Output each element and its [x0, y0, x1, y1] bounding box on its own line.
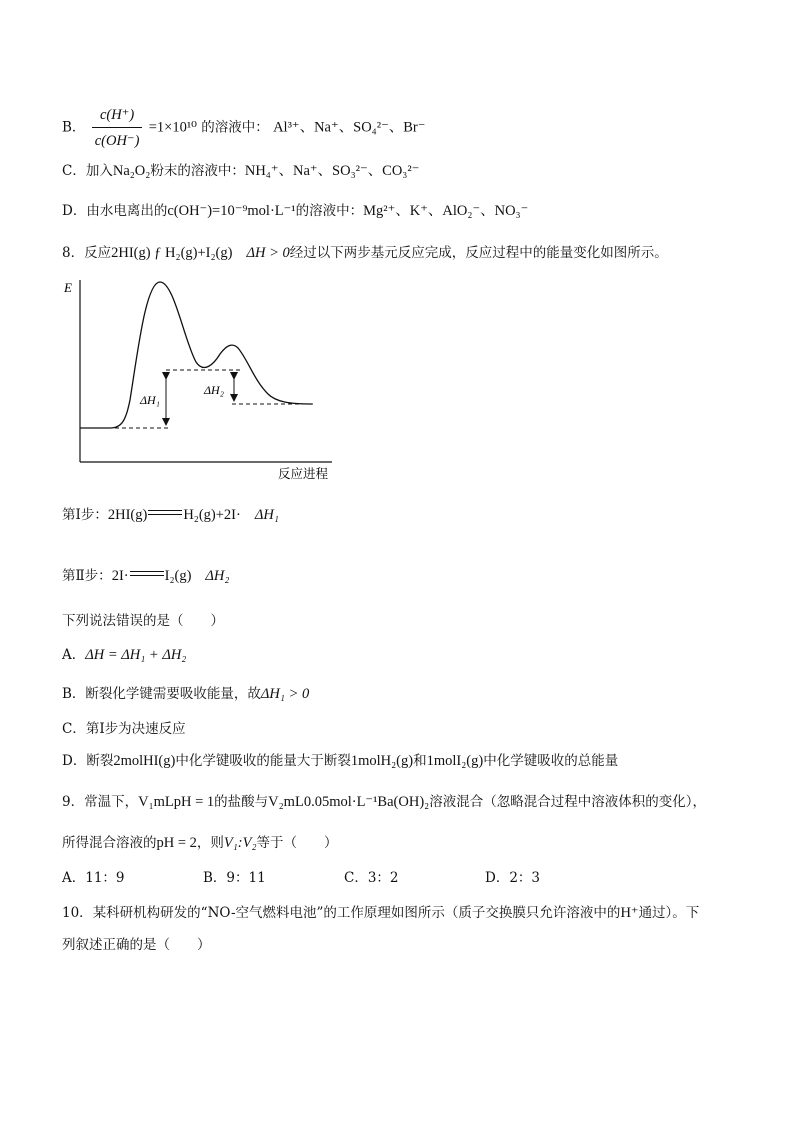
option-text: 中化学键吸收的能量大于断裂 — [175, 753, 351, 769]
q8-option-a — [62, 646, 186, 664]
inline-math: V₁mLpH = 1 — [138, 794, 215, 810]
ion-list: Al³⁺、Na⁺、SO₄²⁻、Br⁻ — [273, 119, 426, 136]
q9-stem-line-2 — [62, 834, 338, 852]
q9-option-c: C．3：2 — [344, 870, 399, 886]
question-text: 常温下， — [84, 794, 139, 810]
dh1-label: ΔH₁ — [140, 393, 160, 407]
q9-option-a: A．11：9 — [62, 870, 125, 886]
q7-option-c — [62, 162, 419, 180]
option-text: 断裂化学键需要吸收能量，故 — [85, 686, 261, 702]
question-text: 反应 — [84, 245, 112, 261]
inline-math: pH = 2 — [156, 835, 197, 851]
reagent-formula: Na₂O₂ — [112, 163, 151, 179]
equation-double-bar — [148, 510, 182, 515]
x-axis-label: 反应进程 — [278, 467, 329, 481]
step-product: H₂(g)+2I· — [183, 507, 241, 523]
option-text: 第Ⅰ步为决速反应 — [85, 721, 186, 737]
fraction-denominator: c(OH⁻) — [94, 133, 140, 149]
question-text: 所得混合溶液的 — [62, 835, 157, 851]
option-text: 由水电离出的 — [86, 203, 168, 219]
question-number: 9． — [62, 794, 85, 810]
step-enthalpy: ΔH₂ — [205, 568, 230, 584]
dh2-label: ΔH₂ — [204, 383, 224, 397]
question-text: 的盐酸与 — [214, 794, 269, 810]
q7-option-d — [62, 202, 528, 220]
inline-math: V₁:V₂ — [223, 835, 257, 851]
option-text: 加入 — [85, 163, 113, 179]
q10-stem-line-1 — [62, 904, 699, 922]
q8-stem — [62, 244, 668, 262]
y-axis-label: E — [64, 280, 72, 295]
option-text: 粉末的溶液中： — [150, 163, 245, 179]
concentration-ratio-fraction — [92, 104, 143, 152]
question-text: 溶液混合（忽略混合过程中溶液体积的变化）， — [429, 794, 706, 810]
question-text: 经过以下两步基元反应完成，反应过程中的能量变化如图所示。 — [289, 245, 668, 261]
option-label: C． — [62, 721, 86, 737]
option-math: 1molH₂(g) — [350, 753, 414, 769]
question-text: 某科研机构研发的“NO-空气燃料电池”的工作原理如图所示（质子交换膜只允许溶液中的 — [92, 905, 621, 921]
q7-option-b — [62, 104, 425, 152]
option-text: 中化学键吸收的总能量 — [483, 753, 619, 769]
q9-option-d: D．2：3 — [485, 870, 541, 886]
ratio-value: =1×10¹⁰ — [148, 119, 197, 136]
q8-option-c — [62, 720, 186, 738]
option-label: D． — [62, 753, 87, 769]
q8-option-d — [62, 752, 618, 770]
option-math: ΔH₁ > 0 — [260, 686, 310, 702]
option-text: 和 — [413, 753, 427, 769]
question-text: ，则 — [196, 835, 224, 851]
q10-stem-line-2: 列叙述正确的是（ ） — [62, 937, 211, 953]
step-product: I₂(g) — [164, 568, 192, 584]
question-text: 通过）。下 — [638, 905, 700, 921]
question-number: 10． — [62, 905, 93, 921]
step-label: 第Ⅰ步： — [62, 507, 108, 523]
inline-math: V₂mL0.05mol·L⁻¹Ba(OH)₂ — [268, 794, 430, 810]
equation-double-bar — [130, 571, 164, 576]
q8-step-2 — [62, 567, 229, 585]
fraction-numerator: c(H⁺) — [92, 104, 143, 128]
question-number: 8． — [62, 245, 85, 261]
option-label: A． — [62, 647, 86, 663]
option-math: ΔH = ΔH₁ + ΔH₂ — [85, 647, 187, 663]
inline-math: H⁺ — [620, 905, 639, 921]
condition-formula: c(OH⁻)=10⁻⁹mol·L⁻¹ — [167, 203, 296, 219]
q9-options — [62, 869, 626, 887]
step-enthalpy: ΔH₁ — [254, 507, 279, 523]
energy-curve — [80, 282, 312, 428]
option-label: D． — [62, 203, 87, 219]
step-reactant: 2HI(g) — [107, 507, 148, 523]
option-text: 的溶液中： — [201, 119, 269, 136]
ion-list: NH₄⁺、Na⁺、SO₃²⁻、CO₃²⁻ — [244, 163, 420, 179]
energy-profile-diagram — [62, 270, 352, 486]
q8-question: 下列说法错误的是（ ） — [62, 613, 224, 629]
option-text: 断裂 — [86, 753, 114, 769]
q9-option-b: B．9：11 — [203, 870, 266, 886]
q8-option-b — [62, 685, 309, 703]
option-math: 2molHI(g) — [113, 753, 176, 769]
option-math: 1molI₂(g) — [426, 753, 484, 769]
step-label: 第Ⅱ步： — [62, 568, 112, 584]
question-text: 等于（ ） — [256, 835, 338, 851]
q9-stem-line-1 — [62, 793, 706, 811]
option-label: C． — [62, 163, 86, 179]
step-reactant: 2I· — [111, 568, 129, 584]
option-label: B． — [62, 119, 86, 136]
reaction-equation: 2HI(g) ƒ H₂(g)+I₂(g) — [111, 245, 233, 261]
option-text: 的溶液中： — [295, 203, 364, 219]
ion-list: Mg²⁺、K⁺、AlO₂⁻、NO₃⁻ — [363, 203, 529, 219]
enthalpy-condition: ΔH > 0 — [246, 245, 290, 261]
q8-step-1 — [62, 506, 279, 524]
option-label: B． — [62, 686, 86, 702]
